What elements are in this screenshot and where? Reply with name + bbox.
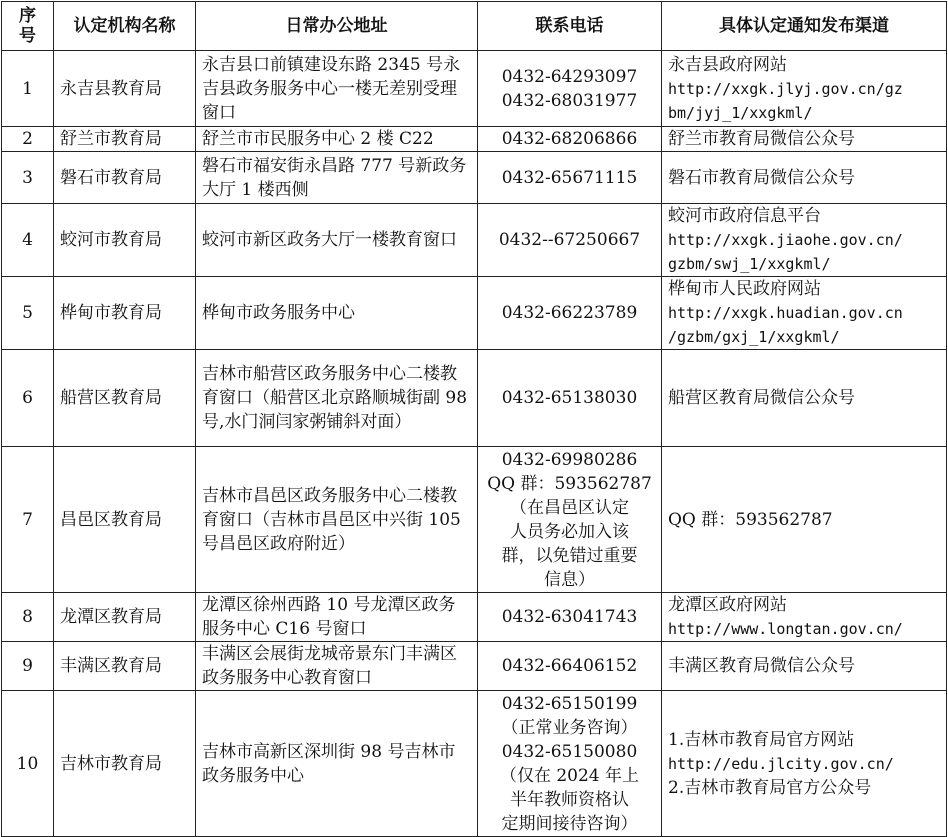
contact-phone [478, 350, 662, 447]
phone-line: 0432--67250667 [498, 230, 641, 250]
header-row [2, 2, 947, 51]
notice-channel [662, 642, 947, 691]
table-row [2, 642, 947, 691]
office-address: 吉林市昌邑区政务服务中心二楼教育窗口（吉林市昌邑区中兴街 105 号昌邑区政府附近） [196, 447, 478, 593]
table-row [2, 593, 947, 642]
phone-line: （仅在 2024 年上 [499, 765, 640, 786]
office-address: 永吉县口前镇建设东路 2345 号永吉县政务服务中心一楼无差别受理窗口 [196, 51, 478, 127]
table-row [2, 152, 947, 204]
notice-channel [662, 127, 947, 152]
channel-line: http://xxgk.huadian.gov.cn [668, 304, 903, 322]
row-index: 10 [2, 691, 54, 837]
office-address: 龙潭区徐州西路 10 号龙潭区政务服务中心 C16 号窗口 [196, 593, 478, 642]
header-org: 认定机构名称 [54, 2, 196, 51]
channel-line: http://xxgk.jiaohe.gov.cn/ [668, 231, 903, 249]
header-channel: 具体认定通知发布渠道 [662, 2, 947, 51]
channel-line: http://www.longtan.gov.cn/ [668, 620, 903, 638]
row-index: 2 [2, 127, 54, 152]
row-index: 9 [2, 642, 54, 691]
table-row [2, 447, 947, 593]
contact-phone [478, 51, 662, 127]
contact-phone [478, 691, 662, 837]
phone-line: QQ 群：593562787 [487, 473, 652, 494]
row-index: 3 [2, 152, 54, 204]
channel-line: gzbm/swj_1/xxgkml/ [668, 255, 831, 273]
phone-line: 群，以免错过重要 [501, 545, 638, 566]
phone-line: 0432-65138030 [501, 388, 638, 408]
channel-line: 船营区教育局微信公众号 [668, 388, 855, 408]
notice-channel [662, 691, 947, 837]
notice-channel [662, 277, 947, 350]
header-index: 序 号 [2, 2, 54, 51]
notice-channel [662, 204, 947, 277]
notice-channel [662, 51, 947, 127]
phone-line: 0432-63041743 [501, 607, 638, 627]
channel-line: 桦甸市人民政府网站 [668, 279, 821, 299]
table-row [2, 691, 947, 837]
channel-line: 蛟河市政府信息平台 [668, 206, 821, 226]
contact-phone [478, 593, 662, 642]
phone-line: 0432-68206866 [501, 129, 638, 149]
office-address: 舒兰市市民服务中心 2 楼 C22 [196, 127, 478, 152]
notice-channel [662, 593, 947, 642]
row-index: 8 [2, 593, 54, 642]
channel-line: 龙潭区政府网站 [668, 595, 787, 615]
channel-line: 磐石市教育局微信公众号 [668, 167, 855, 188]
phone-line: 0432-65150199 [501, 693, 638, 714]
phone-line: 定期间接待咨询） [501, 813, 638, 834]
phone-line: （在昌邑区认定 [510, 497, 629, 518]
org-name: 桦甸市教育局 [54, 277, 196, 350]
org-name: 舒兰市教育局 [54, 127, 196, 152]
phone-line: 0432-65671115 [501, 167, 638, 188]
org-name: 昌邑区教育局 [54, 447, 196, 593]
channel-line: 舒兰市教育局微信公众号 [668, 129, 855, 149]
office-address: 磐石市福安街永昌路 777 号新政务大厅 1 楼西侧 [196, 152, 478, 204]
table-row [2, 51, 947, 127]
phone-line: 人员务必加入该 [510, 521, 629, 542]
channel-line: http://edu.jlcity.gov.cn/ [668, 754, 894, 773]
office-address: 桦甸市政务服务中心 [196, 277, 478, 350]
contact-phone [478, 642, 662, 691]
phone-line: 信息） [544, 569, 595, 590]
office-address: 丰满区会展街龙城帝景东门丰满区政务服务中心教育窗口 [196, 642, 478, 691]
contact-phone [478, 277, 662, 350]
phone-line: 0432-65150080 [501, 741, 638, 762]
row-index: 5 [2, 277, 54, 350]
notice-channel [662, 447, 947, 593]
channel-line: QQ 群：593562787 [668, 509, 833, 530]
channel-line: 1.吉林市教育局官方网站 [668, 729, 855, 750]
office-address: 吉林市船营区政务服务中心二楼教育窗口（船营区北京路顺城街副 98 号,水门洞闫家粥铺斜对面） [196, 350, 478, 447]
header-address: 日常办公地址 [196, 2, 478, 51]
table-row [2, 127, 947, 152]
table-row [2, 204, 947, 277]
org-name: 永吉县教育局 [54, 51, 196, 127]
org-name: 磐石市教育局 [54, 152, 196, 204]
channel-line: http://xxgk.jlyj.gov.cn/gz [668, 79, 903, 98]
contact-phone [478, 152, 662, 204]
row-index: 4 [2, 204, 54, 277]
row-index: 6 [2, 350, 54, 447]
org-name: 丰满区教育局 [54, 642, 196, 691]
office-address: 吉林市高新区深圳街 98 号吉林市政务服务中心 [196, 691, 478, 837]
contact-phone [478, 127, 662, 152]
channel-line: bm/jyj_1/xxgkml/ [668, 103, 813, 122]
phone-line: 0432-69980286 [501, 449, 638, 470]
phone-line: （正常业务咨询） [501, 717, 638, 738]
channel-line: 永吉县政府网站 [668, 54, 787, 75]
phone-line: 0432-66223789 [501, 303, 638, 323]
office-address: 蛟河市新区政务大厅一楼教育窗口 [196, 204, 478, 277]
org-name: 龙潭区教育局 [54, 593, 196, 642]
certification-table [1, 1, 947, 837]
row-index: 1 [2, 51, 54, 127]
notice-channel [662, 152, 947, 204]
channel-line: /gzbm/gxj_1/xxgkml/ [668, 328, 840, 346]
table-row [2, 350, 947, 447]
channel-line: 丰满区教育局微信公众号 [668, 656, 855, 676]
header-phone: 联系电话 [478, 2, 662, 51]
phone-line: 0432-64293097 [501, 66, 638, 87]
row-index: 7 [2, 447, 54, 593]
contact-phone [478, 447, 662, 593]
notice-channel [662, 350, 947, 447]
org-name: 吉林市教育局 [54, 691, 196, 837]
channel-line: 2.吉林市教育局官方公众号 [668, 777, 872, 798]
org-name: 船营区教育局 [54, 350, 196, 447]
phone-line: 0432-68031977 [501, 90, 638, 111]
org-name: 蛟河市教育局 [54, 204, 196, 277]
phone-line: 0432-66406152 [501, 656, 638, 676]
table-row [2, 277, 947, 350]
phone-line: 半年教师资格认 [510, 789, 629, 810]
contact-phone [478, 204, 662, 277]
